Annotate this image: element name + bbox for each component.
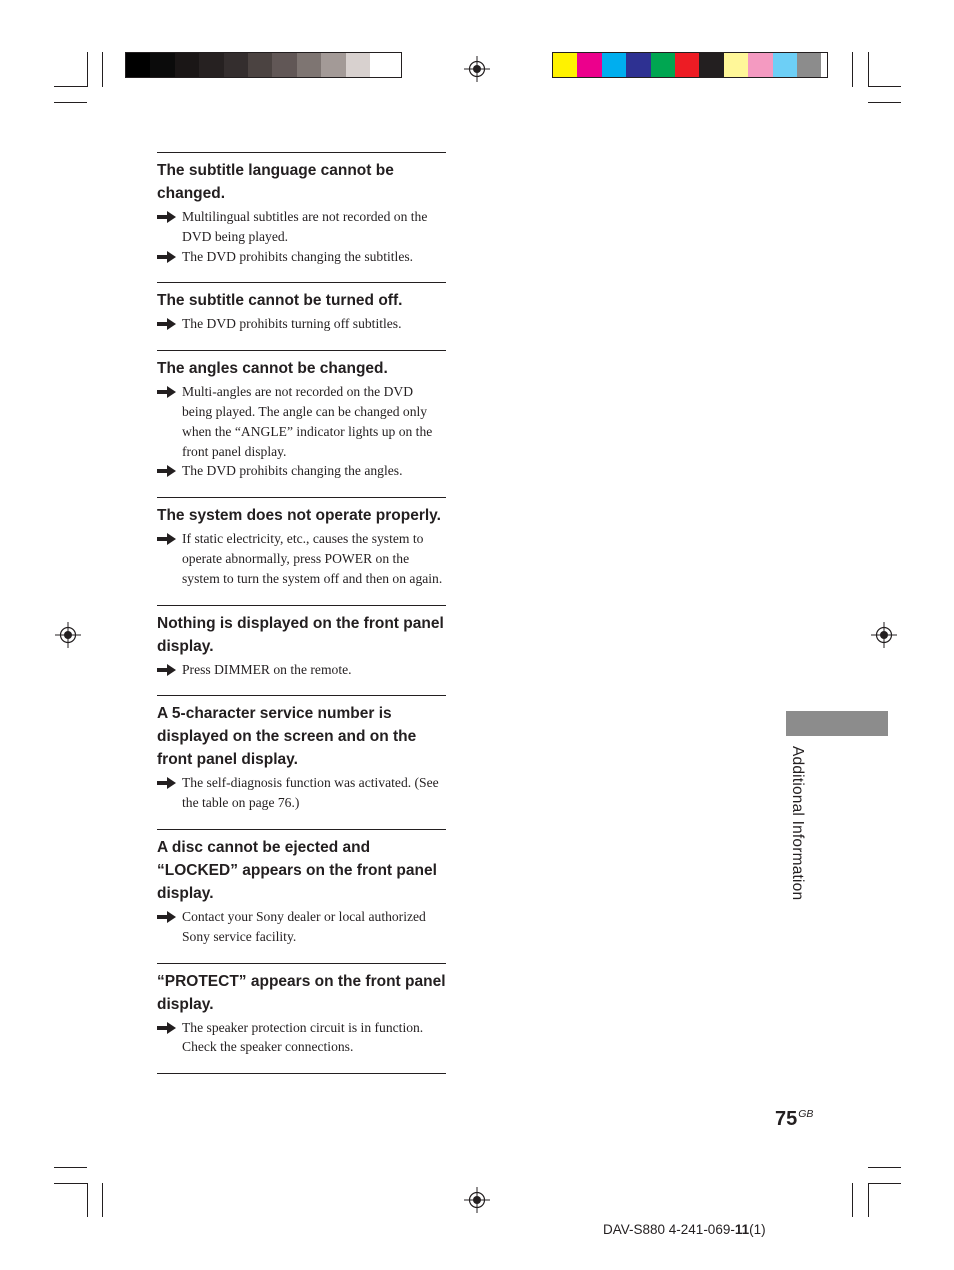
- crop-mark: [852, 52, 853, 87]
- crop-mark: [868, 86, 901, 87]
- color-calibration-bar: [552, 52, 828, 78]
- registration-mark-icon: [871, 622, 897, 648]
- calibration-swatch: [553, 53, 577, 77]
- troubleshooting-column: [157, 152, 446, 1074]
- arrow-right-icon: [157, 1022, 176, 1034]
- arrow-right-icon: [157, 777, 176, 789]
- remedy-text: The speaker protection circuit is in function. Check the speaker connections.: [182, 1019, 424, 1055]
- registration-mark-icon: [55, 622, 81, 648]
- calibration-swatch: [126, 53, 150, 77]
- crop-mark: [868, 1183, 869, 1217]
- arrow-right-icon: [157, 386, 176, 398]
- calibration-swatch: [370, 53, 394, 77]
- remedy-item: [157, 660, 446, 680]
- calibration-swatch: [626, 53, 650, 77]
- remedy-item: [157, 529, 446, 588]
- arrow-right-icon: [157, 911, 176, 923]
- crop-mark: [54, 102, 87, 103]
- calibration-swatch: [797, 53, 821, 77]
- troubleshooting-section: [157, 350, 446, 497]
- calibration-swatch: [248, 53, 272, 77]
- troubleshooting-section: [157, 605, 446, 696]
- crop-mark: [54, 86, 87, 87]
- crop-mark: [87, 52, 88, 87]
- arrow-right-icon: [157, 533, 176, 545]
- page-number-suffix: GB: [798, 1108, 814, 1120]
- section-heading: The angles cannot be changed.: [157, 360, 388, 378]
- troubleshooting-section: [157, 497, 446, 604]
- remedy-text: Multi-angles are not recorded on the DVD being played. The angle can be changed only when the “ANGLE” indicator lights up on the front panel display.: [182, 384, 433, 459]
- remedy-item: [157, 382, 446, 461]
- crop-mark: [54, 1167, 87, 1168]
- calibration-swatch: [199, 53, 223, 77]
- calibration-swatch: [346, 53, 370, 77]
- arrow-right-icon: [157, 318, 176, 330]
- section-tab-label: Additional Information: [789, 746, 806, 901]
- crop-mark: [102, 52, 103, 87]
- troubleshooting-section: [157, 963, 446, 1074]
- section-heading: Nothing is displayed on the front panel display.: [157, 614, 444, 655]
- calibration-swatch: [321, 53, 345, 77]
- section-heading: The system does not operate properly.: [157, 507, 441, 525]
- crop-mark: [54, 1183, 87, 1184]
- section-end-rule: [157, 1073, 446, 1074]
- section-tab-marker: [786, 711, 888, 736]
- calibration-swatch: [224, 53, 248, 77]
- section-heading: A 5-character service number is displayed on the screen and on the front panel display.: [157, 705, 417, 769]
- section-heading: “PROTECT” appears on the front panel display.: [157, 972, 446, 1013]
- remedy-item: [157, 247, 446, 267]
- crop-mark: [868, 52, 869, 87]
- calibration-swatch: [699, 53, 723, 77]
- remedy-text: The DVD prohibits changing the subtitles.: [182, 248, 414, 264]
- grayscale-calibration-bar: [125, 52, 402, 78]
- remedy-item: [157, 1018, 446, 1058]
- remedy-text: The DVD prohibits turning off subtitles.: [182, 316, 402, 332]
- remedy-item: [157, 773, 446, 813]
- remedy-text: The DVD prohibits changing the angles.: [182, 463, 403, 479]
- calibration-swatch: [651, 53, 675, 77]
- remedy-text: Contact your Sony dealer or local authorized Sony service facility.: [182, 908, 426, 944]
- remedy-item: [157, 314, 446, 334]
- remedy-text: Press DIMMER on the remote.: [182, 661, 352, 677]
- troubleshooting-section: [157, 695, 446, 829]
- page-number-value: 75: [775, 1108, 798, 1130]
- troubleshooting-section: [157, 829, 446, 963]
- calibration-swatch: [297, 53, 321, 77]
- crop-mark: [868, 1183, 901, 1184]
- document-code-revision: 11: [734, 1222, 750, 1237]
- calibration-swatch: [748, 53, 772, 77]
- crop-mark: [868, 102, 901, 103]
- remedy-text: Multilingual subtitles are not recorded on the DVD being played.: [182, 209, 428, 244]
- crop-mark: [87, 1183, 88, 1217]
- arrow-right-icon: [157, 664, 176, 676]
- arrow-right-icon: [157, 251, 176, 263]
- remedy-item: [157, 907, 446, 947]
- crop-mark: [852, 1183, 853, 1217]
- page-number: [775, 1108, 813, 1131]
- remedy-item: [157, 207, 446, 247]
- arrow-right-icon: [157, 465, 176, 477]
- document-code: [603, 1222, 766, 1237]
- calibration-swatch: [675, 53, 699, 77]
- document-code-prefix: DAV-S880 4-241-069-: [603, 1222, 735, 1237]
- remedy-text: The self-diagnosis function was activated. (See the table on page 76.): [182, 775, 439, 811]
- document-code-suffix: (1): [749, 1222, 766, 1237]
- crop-mark: [868, 1167, 901, 1168]
- troubleshooting-section: [157, 282, 446, 350]
- remedy-item: [157, 461, 446, 481]
- calibration-swatch: [175, 53, 199, 77]
- calibration-swatch: [272, 53, 296, 77]
- calibration-swatch: [602, 53, 626, 77]
- calibration-swatch: [150, 53, 174, 77]
- calibration-swatch: [577, 53, 601, 77]
- section-heading: The subtitle language cannot be changed.: [157, 162, 394, 202]
- calibration-swatch: [773, 53, 797, 77]
- registration-mark-icon: [464, 1187, 490, 1213]
- section-heading: A disc cannot be ejected and “LOCKED” appears on the front panel display.: [157, 838, 437, 902]
- section-heading: The subtitle cannot be turned off.: [157, 292, 403, 310]
- arrow-right-icon: [157, 211, 176, 223]
- calibration-swatch: [724, 53, 748, 77]
- registration-mark-icon: [464, 56, 490, 82]
- troubleshooting-section: [157, 152, 446, 282]
- remedy-text: If static electricity, etc., causes the system to operate abnormally, press POWER on the system to turn the system off and then on again.: [182, 531, 443, 586]
- crop-mark: [102, 1183, 103, 1217]
